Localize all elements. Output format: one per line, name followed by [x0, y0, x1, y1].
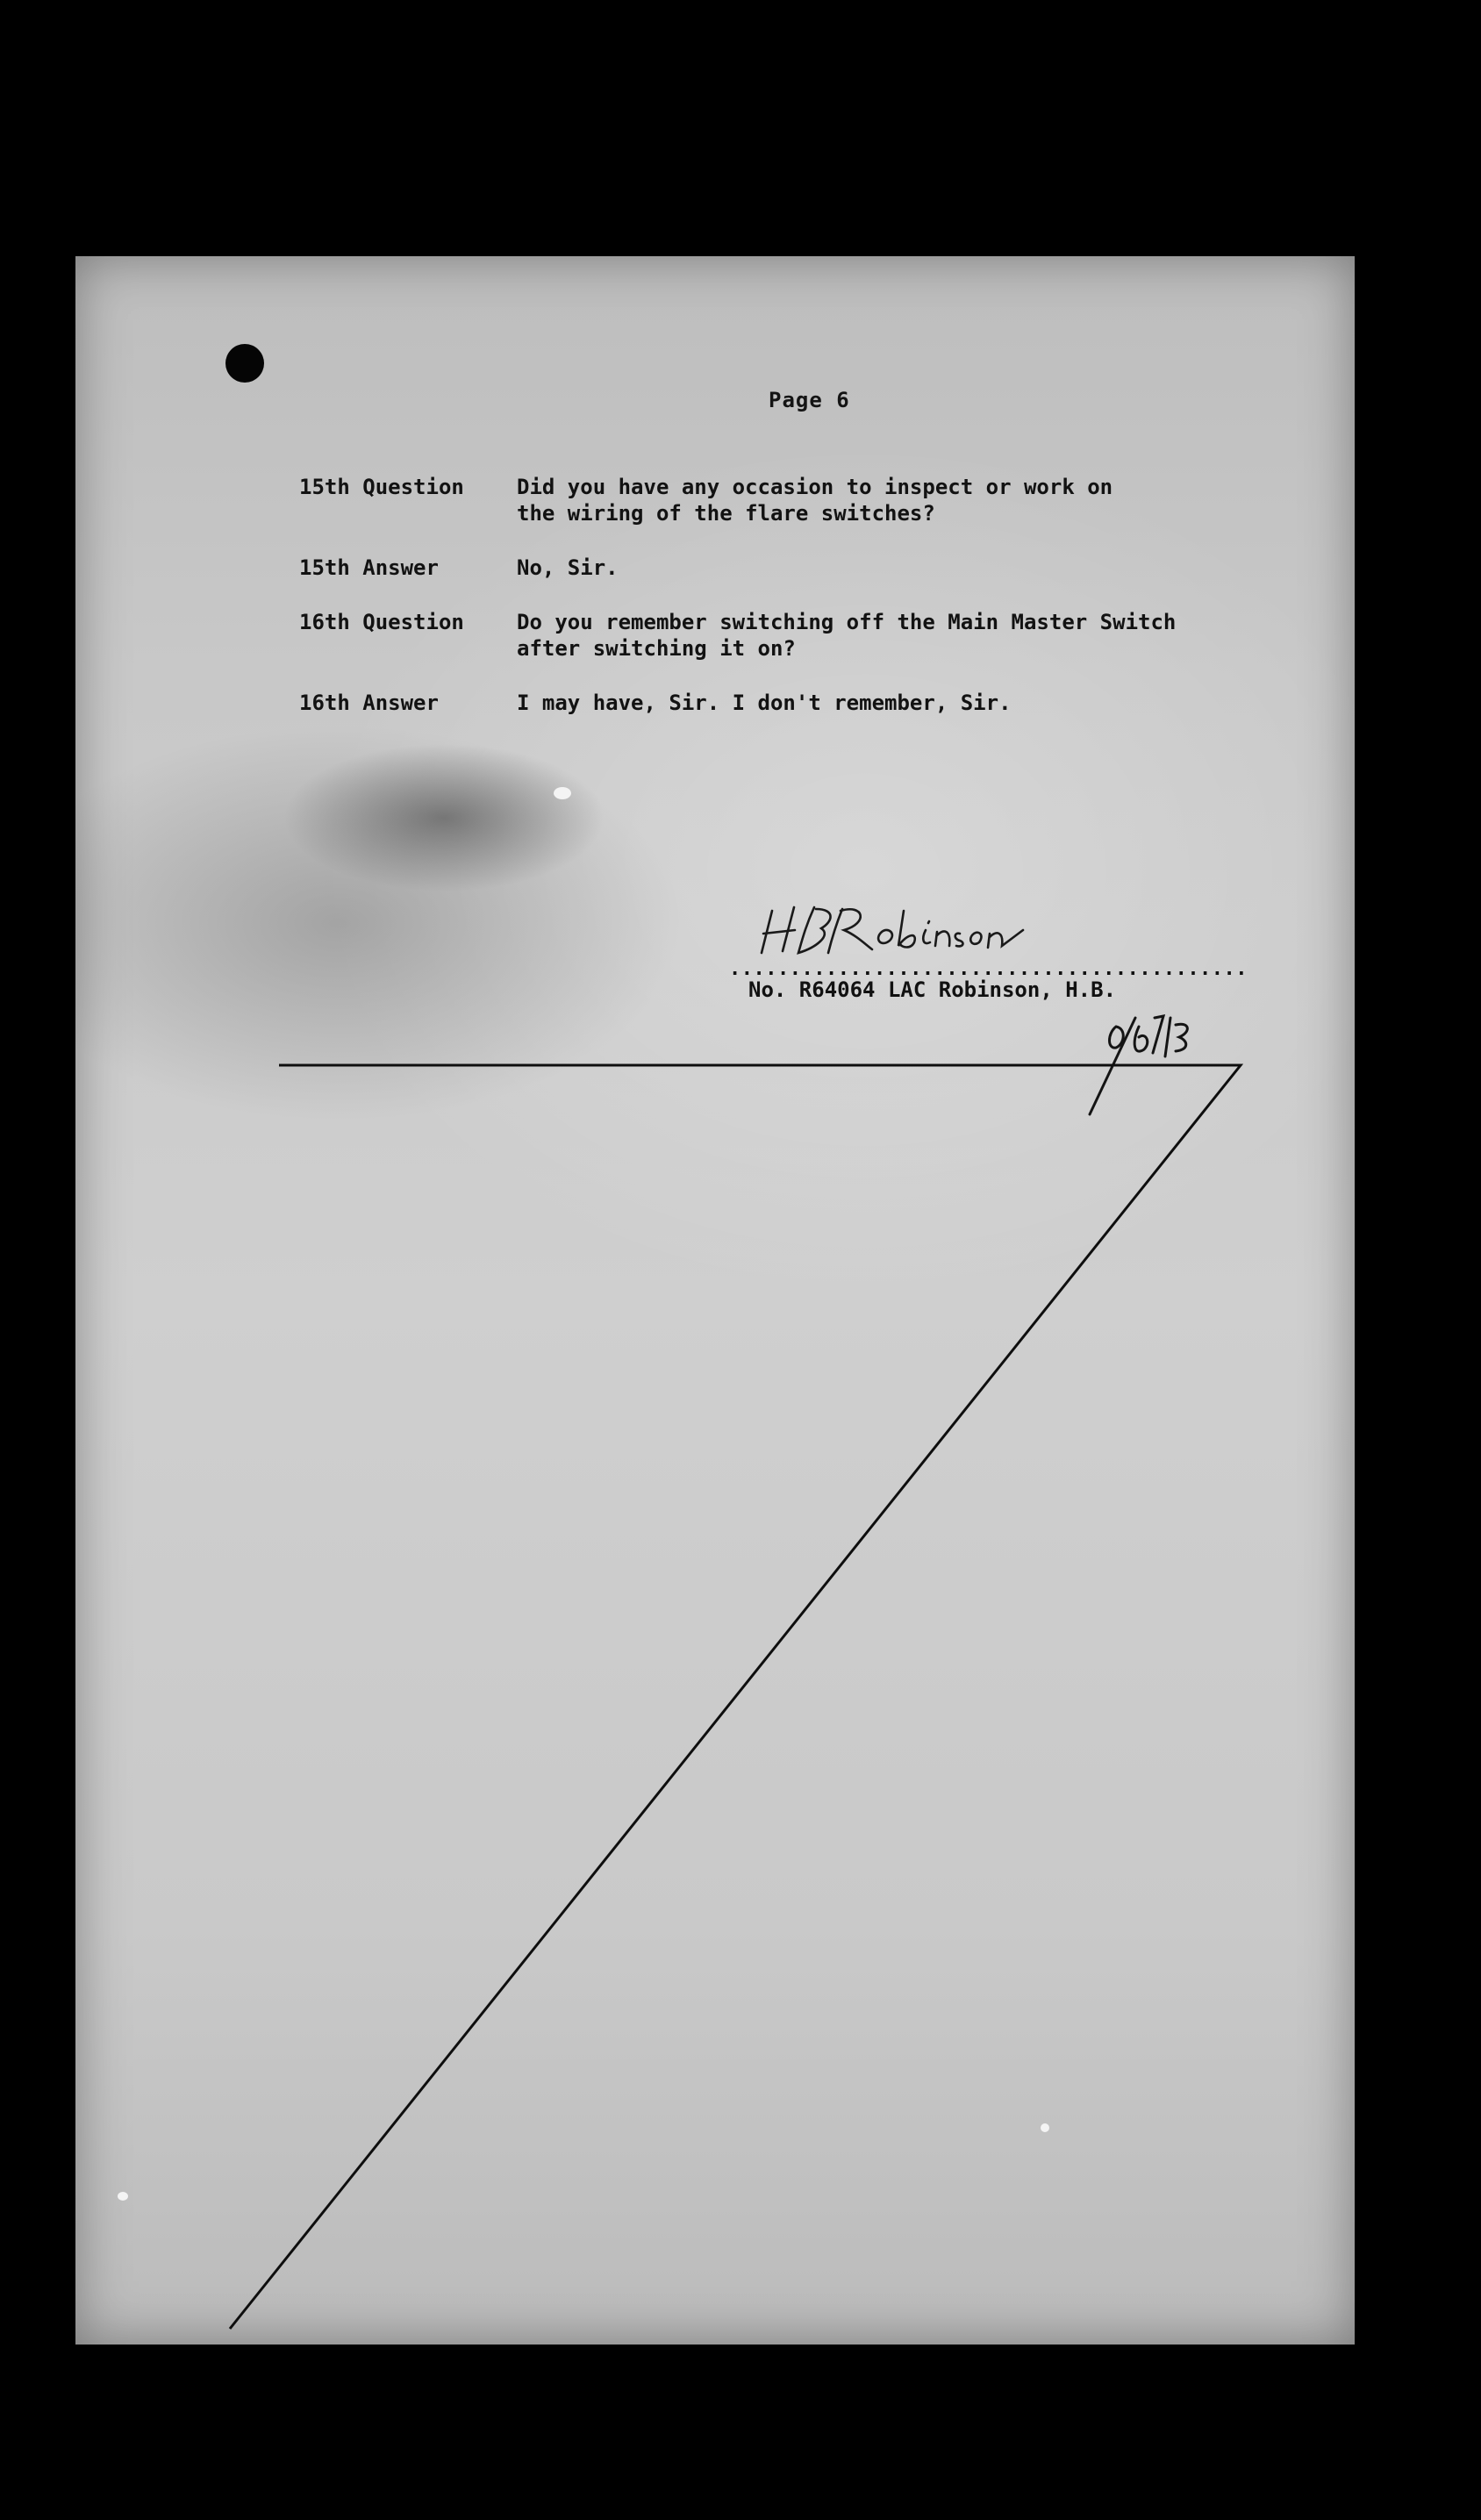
signatory-name: No. R64064 LAC Robinson, H.B. — [748, 977, 1117, 1002]
qa-label: 16th Question — [299, 610, 464, 634]
page-number: Page 6 — [769, 388, 850, 412]
qa-text: No, Sir. — [517, 555, 619, 580]
cancellation-z-mark — [230, 1065, 1241, 2329]
handwritten-signature — [762, 907, 1023, 953]
qa-label: 16th Answer — [299, 691, 439, 715]
qa-text: Did you have any occasion to inspect or work on the wiring of the flare switches? — [517, 475, 1113, 526]
signature-dotted-line: ........................................... — [729, 958, 1248, 980]
qa-text: I may have, Sir. I don't remember, Sir. — [517, 691, 1012, 715]
qa-label: 15th Answer — [299, 555, 439, 580]
qa-text: Do you remember switching off the Main Master Switch after switching it on? — [517, 610, 1177, 661]
qa-label: 15th Question — [299, 475, 464, 499]
